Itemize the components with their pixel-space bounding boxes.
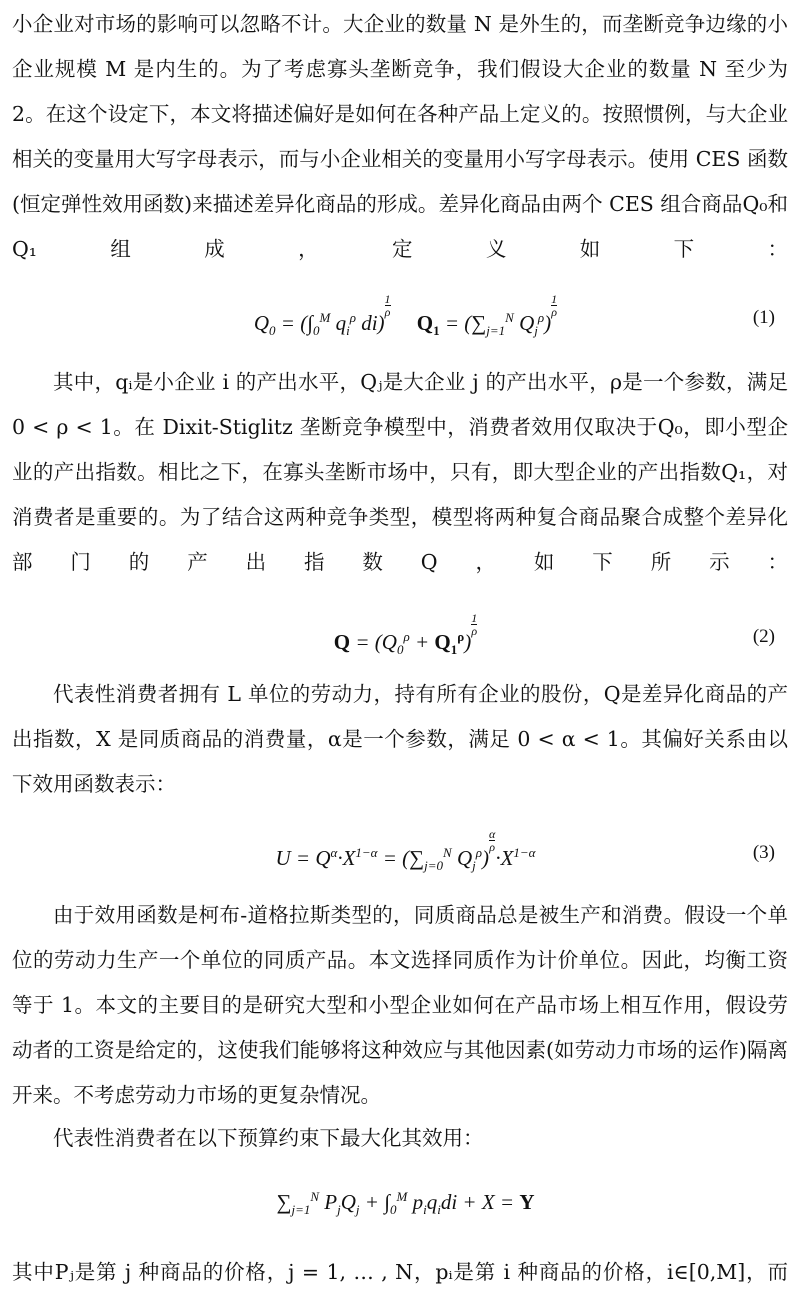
budget-constraint-body: $\sum_{j=1}^N$ $P_jQ_j + \int_0^M$ $p_iq_idi + X = Y$ bbox=[276, 1189, 535, 1218]
equation-3 bbox=[0, 828, 811, 878]
equation-1-body: $Q_0 = (\int_0^M$ $q_i^\rho$ di) $\frac{1}{\rho}$ $Q_1 = (\sum_{j=1}^N$ $Q_j^\rho$) $\frac{1}{\rho}$ bbox=[253, 292, 558, 339]
paragraph-1: 小企业对市场的影响可以忽略不计。大企业的数量 N 是外生的，而垄断竞争边缘的小企业规模 M 是内生的。为了考虑寡头垄断竞争，我们假设大企业的数量 N 至少为 2。在这个设定下，本文将描述偏好是如何在各种产品上定义的。按照惯例，与大企业相关的变量用大写字母表示，而与小企业相关的变量用小写字母表示。使用 CES 函数(恒定弹性效用函数)来描述差异化商品的形成。差异化商品由两个 CES 组合商品Q₀和Q₁组成，定义如下： bbox=[12, 12, 788, 261]
equation-2 bbox=[0, 612, 811, 662]
paragraph-4: 由于效用函数是柯布-道格拉斯类型的，同质商品总是被生产和消费。假设一个单位的劳动力生产一个单位的同质产品。本文选择同质作为计价单位。因此，均衡工资等于 1。本文的主要目的是研究大型和小型企业如何在产品市场上相互作用，假设劳动者的工资是给定的，这使我们能够将这种效应与其他因素(如劳动力市场的运作)隔离开来。不考虑劳动力市场的更复杂情况。 bbox=[12, 903, 788, 1107]
paragraph-3: 代表性消费者拥有 L 单位的劳动力，持有所有企业的股份，Q是差异化商品的产出指数，X 是同质商品的消费量，α是一个参数，满足 0 < α < 1。其偏好关系由以下效用函数表示： bbox=[12, 682, 788, 796]
paragraph-2: 其中，qᵢ是小企业 i 的产出水平，Qⱼ是大企业 j 的产出水平，ρ是一个参数，满足 0 < ρ < 1。在 Dixit-Stiglitz 垄断竞争模型中，消费者效用仅取决于Q₀，即小型企业的产出指数。相比之下，在寡头垄断市场中，只有，即大型企业的产出指数Q₁，对消费者是重要的。为了结合这两种竞争类型，模型将两种复合商品聚合成整个差异化部门的产出指数Q，如下所示： bbox=[12, 370, 788, 574]
equation-1-number: (1) bbox=[752, 307, 775, 328]
paragraph-6: 其中Pⱼ是第 j 种商品的价格，j = 1, … , N，pᵢ是第 i 种商品的价格，i∈[0,M]，而 bbox=[12, 1260, 788, 1284]
paragraph-5: 代表性消费者在以下预算约束下最大化其效用： bbox=[53, 1126, 484, 1150]
equation-3-number: (3) bbox=[752, 842, 775, 863]
equation-2-body: $Q = (Q_0^\rho + Q_1^\rho)$ $\frac{1}{\rho}$ bbox=[333, 611, 478, 658]
equation-1 bbox=[0, 293, 811, 343]
equation-3-body: $U = Q^\alpha\cdot X^{1-\alpha} = (\sum_{j=0}^N$ $Q_j^\rho$) $\frac{\alpha}{\rho}$ $\cdot X^{1-\alpha}$ bbox=[275, 827, 536, 874]
equation-2-number: (2) bbox=[752, 626, 775, 647]
budget-constraint-equation bbox=[0, 1172, 811, 1222]
